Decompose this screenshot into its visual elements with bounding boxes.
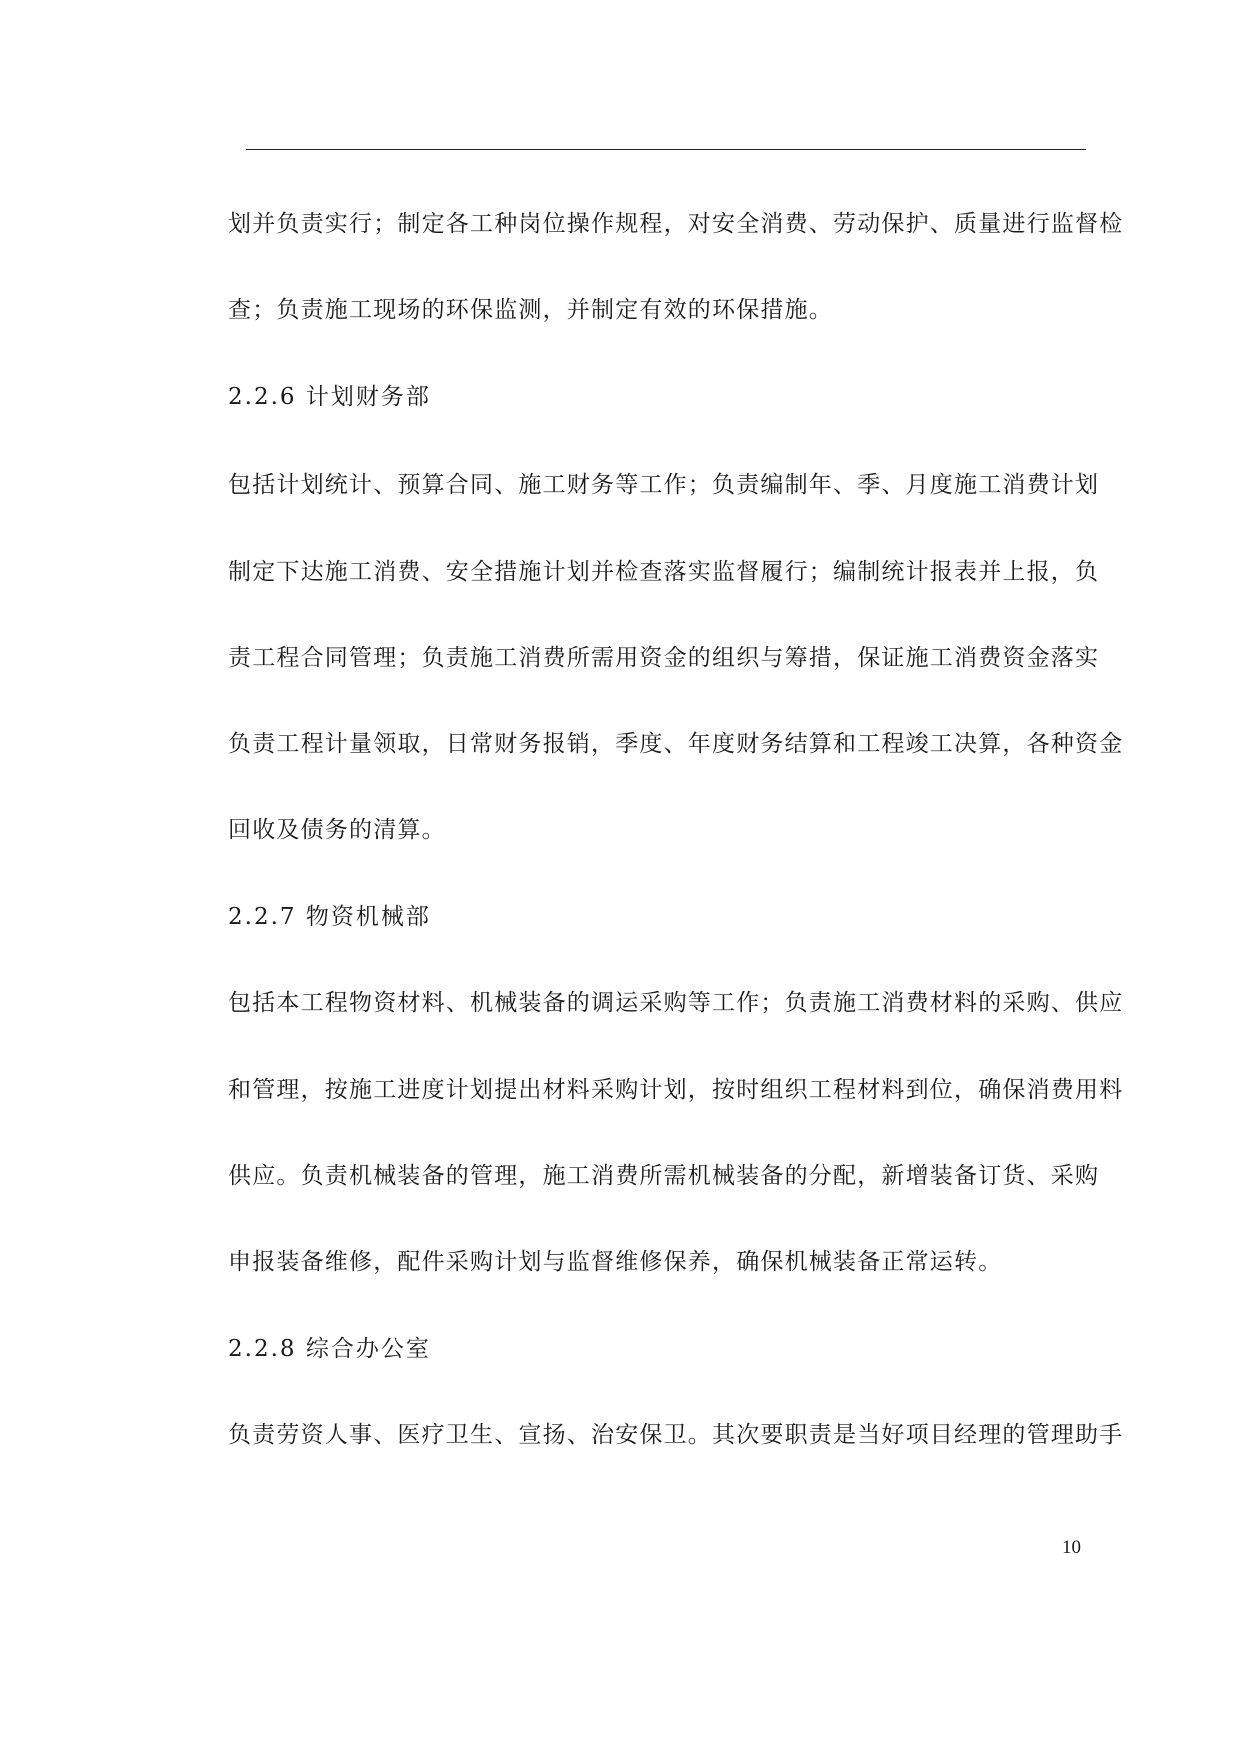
paragraph-line: 划并负责实行；制定各工种岗位操作规程，对安全消费、劳动保护、质量进行监督检 bbox=[228, 211, 1124, 237]
section-heading-2-2-7: 2.2.7 物资机械部 bbox=[228, 904, 431, 930]
paragraph-line: 负责工程计量领取，日常财务报销，季度、年度财务结算和工程竣工决算，各种资金 bbox=[228, 731, 1124, 757]
paragraph-line: 负责劳资人事、医疗卫生、宣扬、治安保卫。其次要职责是当好项目经理的管理助手 bbox=[228, 1422, 1124, 1448]
section-heading-2-2-8: 2.2.8 综合办公室 bbox=[228, 1336, 431, 1362]
paragraph-line: 包括计划统计、预算合同、施工财务等工作；负责编制年、季、月度施工消费计划 bbox=[228, 472, 1100, 498]
page-number: 10 bbox=[1062, 1537, 1081, 1558]
section-heading-2-2-6: 2.2.6 计划财务部 bbox=[228, 384, 431, 410]
paragraph-line: 回收及债务的清算。 bbox=[228, 817, 446, 843]
paragraph-line: 申报装备维修，配件采购计划与监督维修保养，确保机械装备正常运转。 bbox=[228, 1249, 1003, 1275]
paragraph-line: 责工程合同管理；负责施工消费所需用资金的组织与筹措，保证施工消费资金落实 bbox=[228, 645, 1100, 671]
paragraph-line: 查；负责施工现场的环保监测，并制定有效的环保措施。 bbox=[228, 297, 833, 323]
paragraph-line: 制定下达施工消费、安全措施计划并检查落实监督履行；编制统计报表并上报，负 bbox=[228, 559, 1100, 585]
paragraph-line: 和管理，按施工进度计划提出材料采购计划，按时组织工程材料到位，确保消费用料 bbox=[228, 1077, 1124, 1103]
paragraph-line: 包括本工程物资材料、机械装备的调运采购等工作；负责施工消费材料的采购、供应 bbox=[228, 990, 1124, 1016]
header-rule bbox=[246, 149, 1086, 150]
paragraph-line: 供应。负责机械装备的管理，施工消费所需机械装备的分配，新增装备订货、采购 bbox=[228, 1163, 1100, 1189]
